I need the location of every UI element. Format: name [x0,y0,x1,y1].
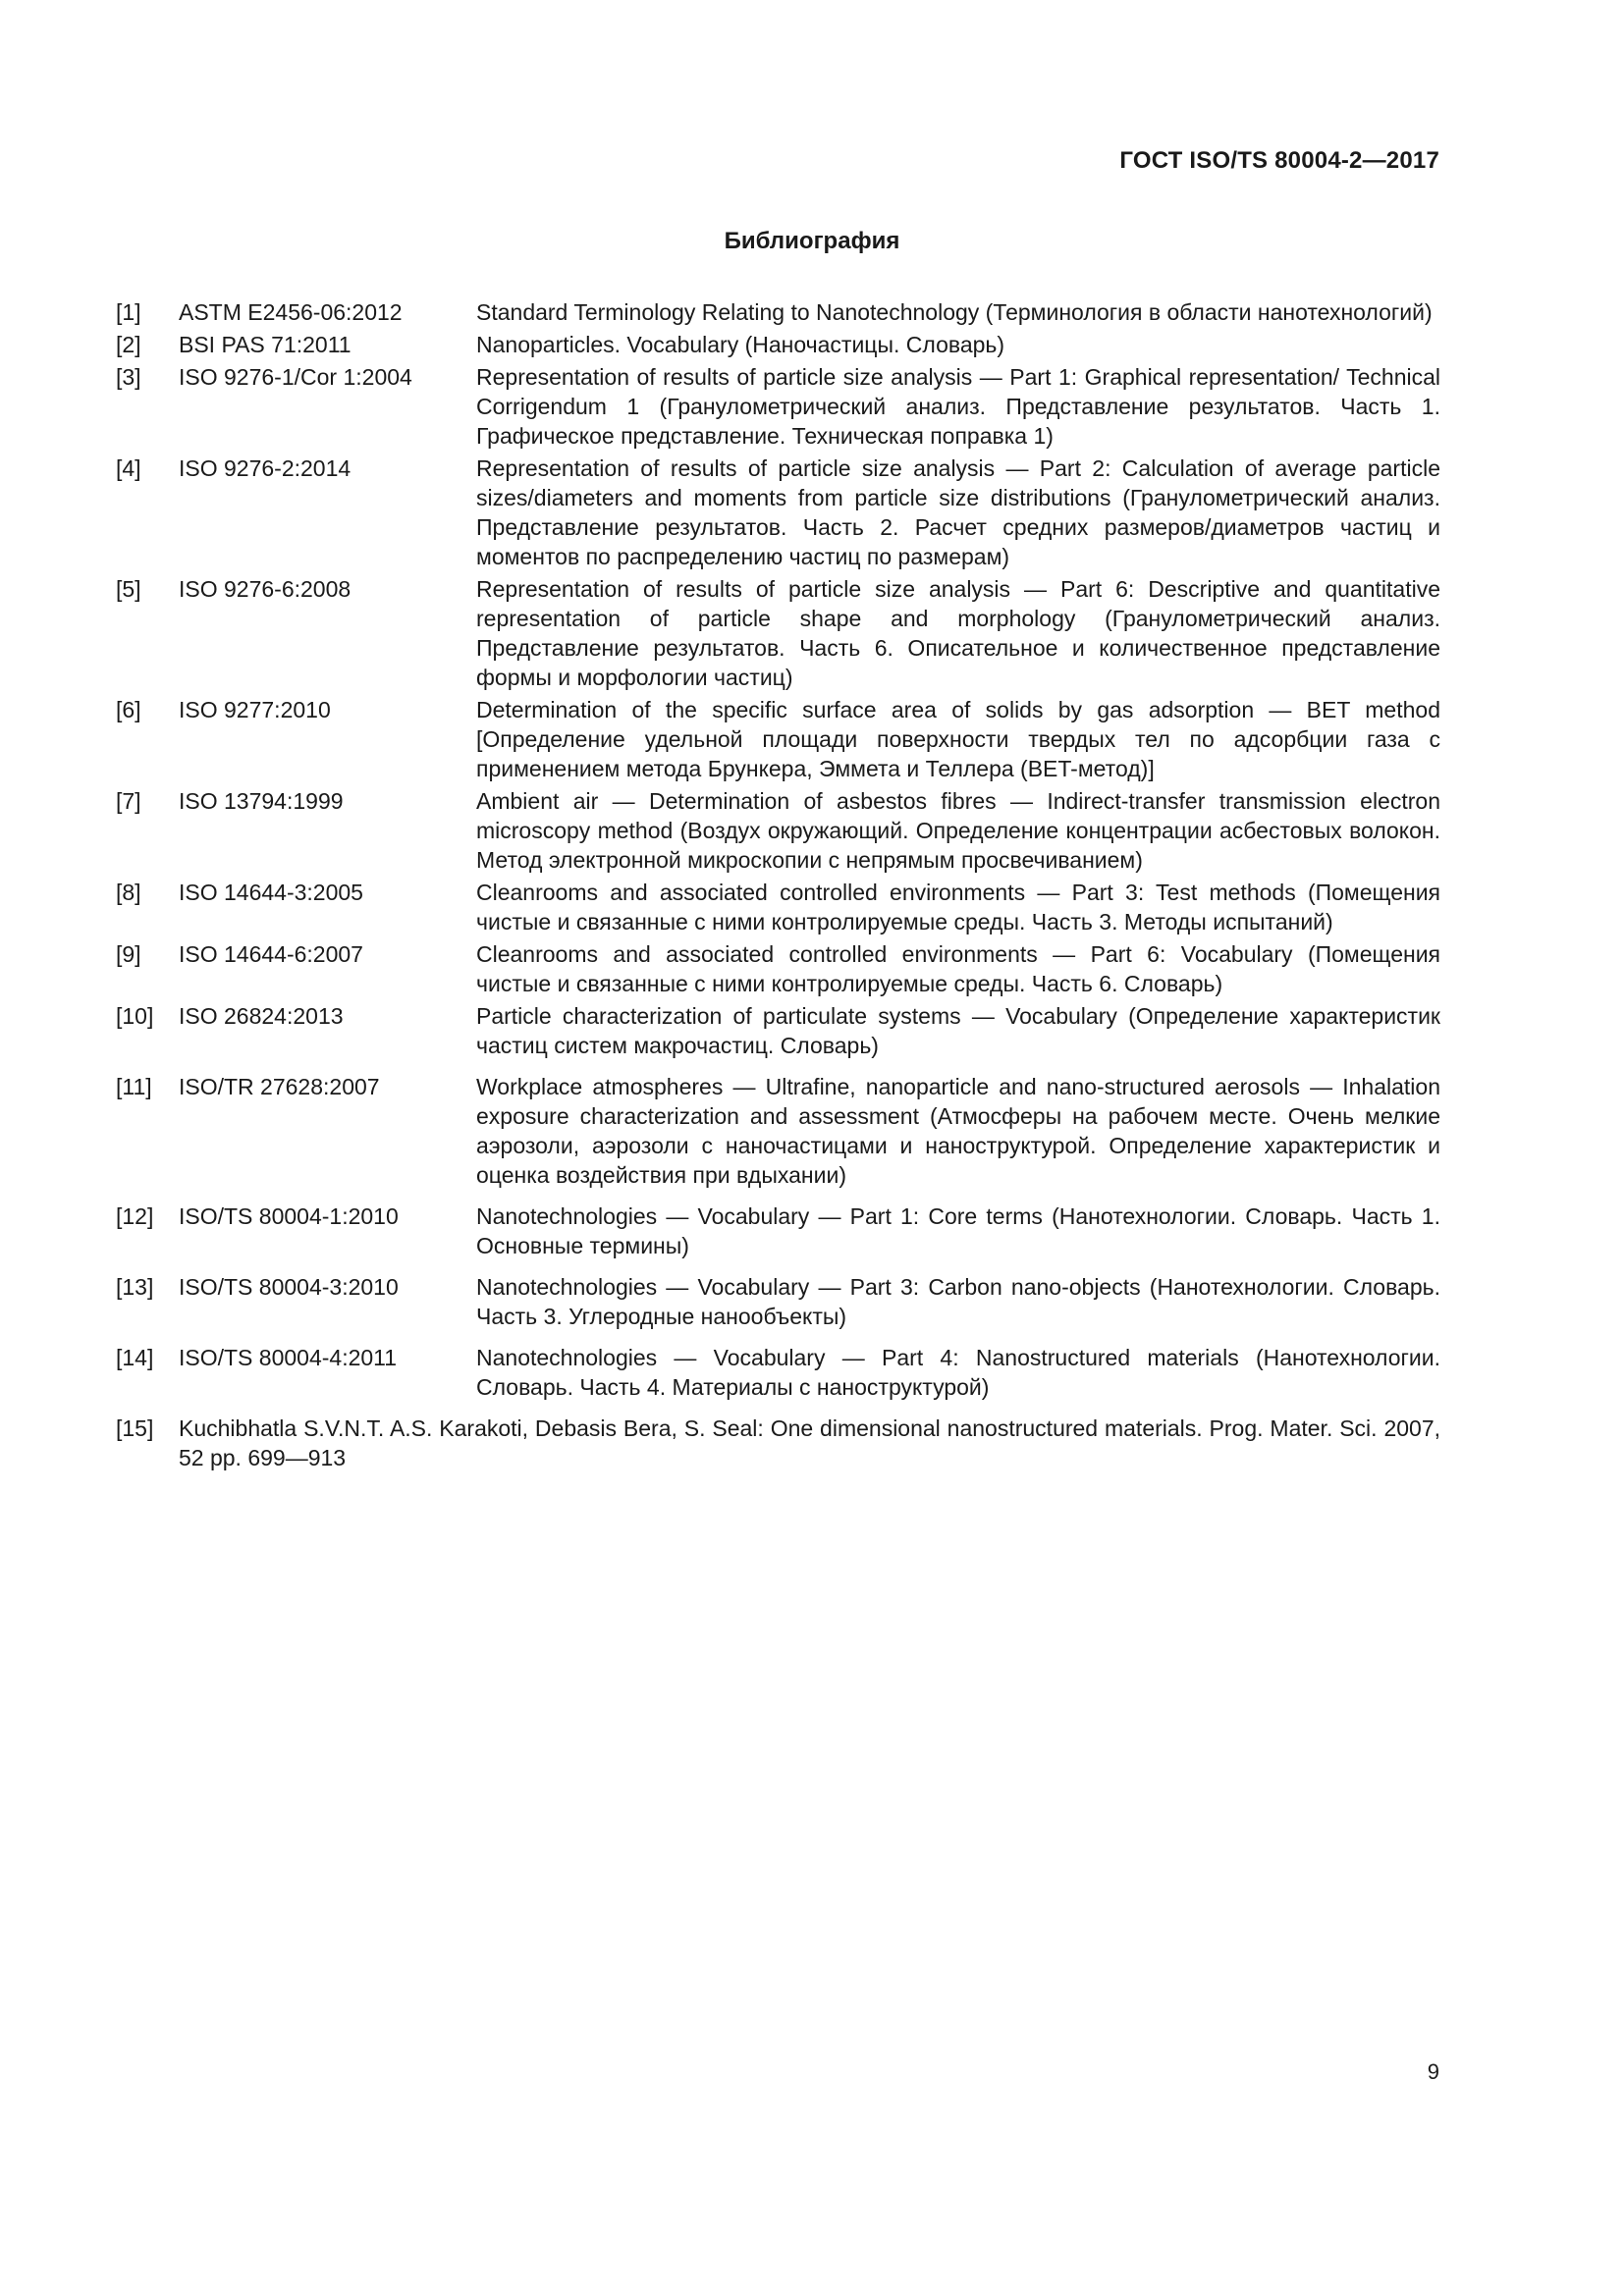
entry-standard-code: ISO/TS 80004-3:2010 [179,1274,399,1300]
entry-standard-code: ISO 13794:1999 [179,788,344,814]
bibliography-entry-9 [116,939,1440,998]
entry-standard-code: ISO 14644-3:2005 [179,880,363,905]
entry-standard-code: ASTM E2456-06:2012 [179,299,403,325]
entry-number: [8] [116,880,141,905]
entry-title: Nanotechnologies — Vocabulary — Part 4: Nanostructured materials (Нанотехнологии. Словарь. Часть 4. Материалы с наноструктурой) [476,1345,1440,1400]
bibliography-entry-13 [116,1272,1440,1331]
entry-standard-code: ISO 9276-1/Cor 1:2004 [179,364,412,390]
entry-title: Standard Terminology Relating to Nanotechnology (Терминология в области нанотехнологий) [476,299,1433,325]
entry-number: [11] [116,1074,152,1099]
entry-number: [10] [116,1003,154,1029]
entry-number: [4] [116,455,141,481]
entry-standard-code: BSI PAS 71:2011 [179,332,352,357]
bibliography-entry-12 [116,1201,1440,1260]
bibliography-entry-14 [116,1343,1440,1402]
entry-title: Representation of results of particle size analysis — Part 6: Descriptive and quantitative representation of particle shape and morphology (Гранулометрический анализ. Представление результатов. Часть 6. Описательное и количественное представление формы и морфологии частиц) [476,576,1440,690]
entry-number: [7] [116,788,141,814]
entry-number: [2] [116,332,141,357]
bibliography-entry-15 [116,1414,1440,1472]
bibliography-entry-10 [116,1001,1440,1060]
entry-number: [9] [116,941,141,967]
bibliography-entry-5 [116,574,1440,692]
entry-title: Cleanrooms and associated controlled environments — Part 3: Test methods (Помещения чистые и связанные с ними контролируемые среды. Часть 3. Методы испытаний) [476,880,1440,934]
entry-number: [6] [116,697,141,722]
bibliography-entry-6 [116,695,1440,783]
entry-title: Determination of the specific surface area of solids by gas adsorption — BET method [Определение удельной площади поверхности твердых тел по адсорбции газа с применением метода Брункера, Эммета и Теллера (BET-метод)] [476,697,1440,781]
entry-title: Nanotechnologies — Vocabulary — Part 1: Core terms (Нанотехнологии. Словарь. Часть 1. Основные термины) [476,1203,1440,1258]
entry-title: Particle characterization of particulate systems — Vocabulary (Определение характеристик частиц систем макрочастиц. Словарь) [476,1003,1440,1058]
entry-standard-code: ISO 26824:2013 [179,1003,344,1029]
entry-title: Kuchibhatla S.V.N.T. A.S. Karakoti, Debasis Bera, S. Seal: One dimensional nanostructured materials. Prog. Mater. Sci. 2007, 52 pp. 699—913 [179,1415,1440,1470]
entry-standard-code: ISO 9277:2010 [179,697,331,722]
bibliography-entry-8 [116,878,1440,936]
entry-title: Representation of results of particle size analysis — Part 1: Graphical representation/ Technical Corrigendum 1 (Гранулометрический анализ. Представление результатов. Часть 1. Графическое представление. Техническая поправка 1) [476,364,1440,449]
entry-number: [3] [116,364,141,390]
entry-standard-code: ISO/TR 27628:2007 [179,1074,380,1099]
entry-number: [1] [116,299,141,325]
entry-title: Cleanrooms and associated controlled environments — Part 6: Vocabulary (Помещения чистые и связанные с ними контролируемые среды. Часть 6. Словарь) [476,941,1440,996]
entry-title: Ambient air — Determination of asbestos fibres — Indirect-transfer transmission electron microscopy method (Воздух окружающий. Определение концентрации асбестовых волокон. Метод электронной микроскопии с непрямым просвечиванием) [476,788,1440,873]
entry-standard-code: ISO 14644-6:2007 [179,941,363,967]
entry-number: [15] [116,1415,154,1441]
bibliography-entry-7 [116,786,1440,875]
bibliography-entry-11 [116,1072,1440,1190]
entry-title: Nanoparticles. Vocabulary (Наночастицы. Словарь) [476,332,1005,357]
page-number: 9 [1427,2059,1439,2084]
entry-standard-code: ISO 9276-6:2008 [179,576,352,602]
entry-standard-code: ISO/TS 80004-4:2011 [179,1345,398,1370]
entry-standard-code: ISO/TS 80004-1:2010 [179,1203,399,1229]
entry-title: Representation of results of particle size analysis — Part 2: Calculation of average particle sizes/diameters and moments from particle size distributions (Гранулометрический анализ. Представление результатов. Часть 2. Расчет средних размеров/диаметров частиц и моментов по распределению частиц по размерам) [476,455,1440,569]
bibliography-entry-2 [116,330,1440,359]
entry-number: [14] [116,1345,154,1370]
entry-number: [12] [116,1203,154,1229]
entry-title: Nanotechnologies — Vocabulary — Part 3: Carbon nano-objects (Нанотехнологии. Словарь. Часть 3. Углеродные нанообъекты) [476,1274,1440,1329]
page-title: Библиография [724,228,900,254]
bibliography-entry-4 [116,454,1440,571]
bibliography-entry-3 [116,362,1440,451]
entry-title: Workplace atmospheres — Ultrafine, nanoparticle and nano-structured aerosols — Inhalation exposure characterization and assessment (Атмосферы на рабочем месте. Очень мелкие аэрозоли, аэрозоли с наночастицами и наноструктурой. Определение характеристик и оценка воздействия при вдыхании) [476,1074,1440,1188]
entry-standard-code: ISO 9276-2:2014 [179,455,352,481]
bibliography-list [116,297,1440,1472]
bibliography-entry-1 [116,297,1440,327]
entry-number: [5] [116,576,141,602]
entry-number: [13] [116,1274,154,1300]
document-code-header: ГОСТ ISO/TS 80004-2—2017 [1119,147,1439,174]
